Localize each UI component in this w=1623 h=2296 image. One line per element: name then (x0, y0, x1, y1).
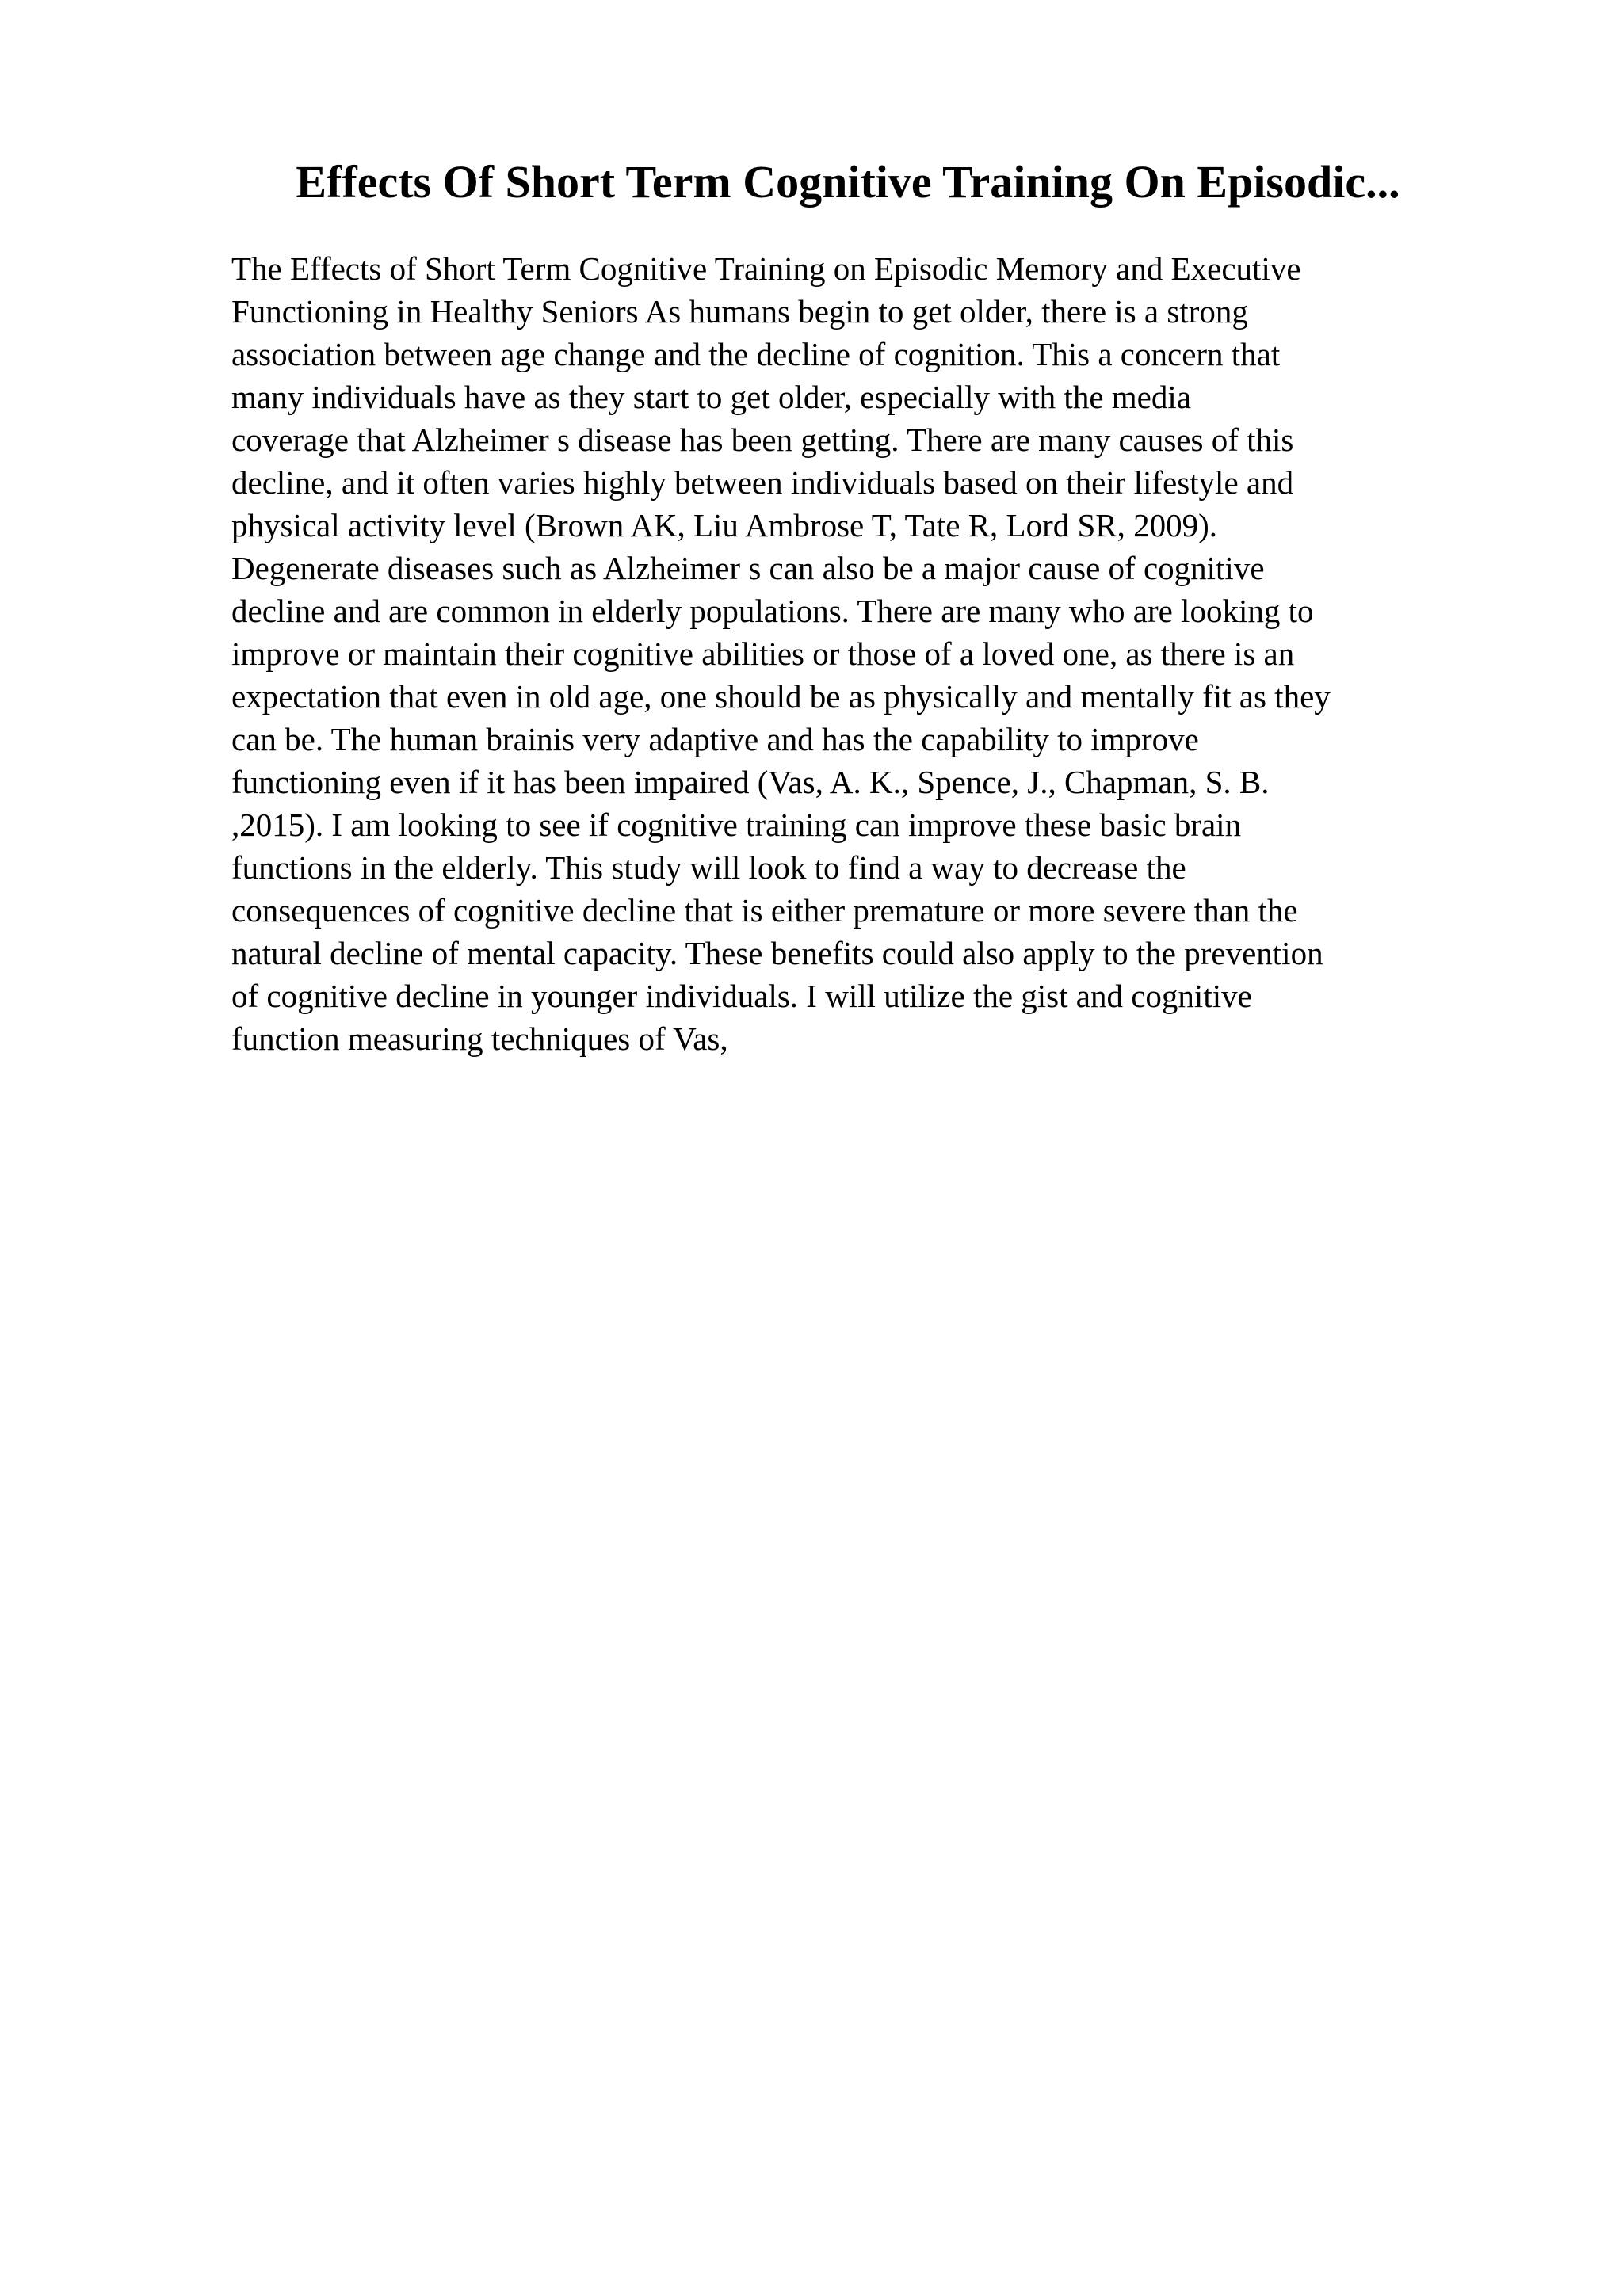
body-line: Degenerate diseases such as Alzheimer s can also be a major cause of cognitive (231, 550, 1265, 586)
body-line: decline and are common in elderly populations. There are many who are looking to (231, 593, 1314, 629)
body-line: natural decline of mental capacity. These benefits could also apply to the prevention (231, 935, 1323, 971)
body-line: functions in the elderly. This study will look to find a way to decrease the (231, 849, 1186, 886)
body-line: improve or maintain their cognitive abilities or those of a loved one, as there is an (231, 635, 1295, 672)
body-line: The Effects of Short Term Cognitive Training on Episodic Memory and Executive (231, 250, 1301, 287)
body-line: functioning even if it has been impaired (Vas, A. K., Spence, J., Chapman, S. B. (231, 764, 1270, 800)
body-line: consequences of cognitive decline that is either premature or more severe than the (231, 892, 1298, 929)
document-title: Effects Of Short Term Cognitive Training On Episodic... (296, 156, 1400, 208)
body-line: decline, and it often varies highly between individuals based on their lifestyle and (231, 464, 1294, 501)
body-line: expectation that even in old age, one should be as physically and mentally fit as they (231, 678, 1331, 715)
body-line: many individuals have as they start to get older, especially with the media (231, 379, 1191, 415)
body-line: ,2015). I am looking to see if cognitive training can improve these basic brain (231, 807, 1242, 843)
body-line: can be. The human brainis very adaptive and has the capability to improve (231, 721, 1199, 757)
body-line: Functioning in Healthy Seniors As humans begin to get older, there is a strong (231, 293, 1248, 330)
body-line: coverage that Alzheimer s disease has been getting. There are many causes of this (231, 421, 1294, 458)
body-line: of cognitive decline in younger individuals. I will utilize the gist and cognitive (231, 978, 1252, 1014)
body-line: association between age change and the decline of cognition. This a concern that (231, 336, 1281, 372)
document-body (231, 247, 1499, 1060)
body-line: physical activity level (Brown AK, Liu Ambrose T, Tate R, Lord SR, 2009). (231, 507, 1218, 543)
body-line: function measuring techniques of Vas, (231, 1020, 728, 1057)
